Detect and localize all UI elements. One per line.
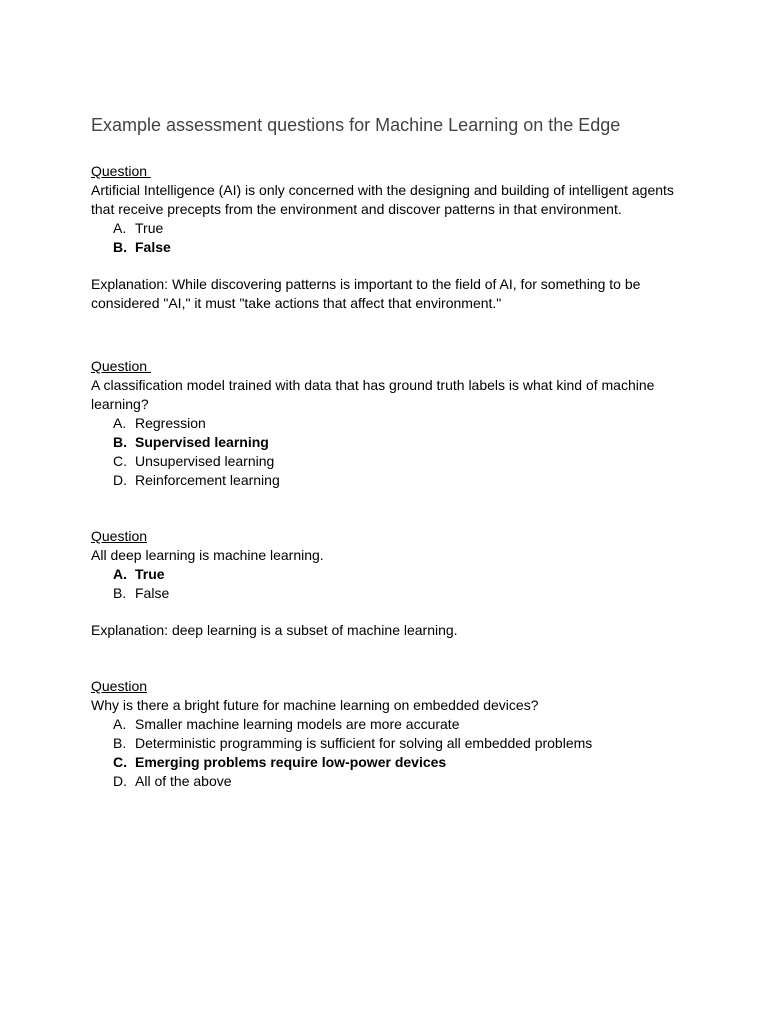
- document-title: Example assessment questions for Machine Learning on the Edge: [91, 115, 621, 135]
- question-explanation: Explanation: While discovering patterns is important to the field of AI, for something to be considered "AI," it must "take actions that affect that environment.": [91, 276, 641, 311]
- option-text: True: [135, 220, 164, 236]
- question-block: [91, 527, 691, 640]
- option-letter: B.: [113, 434, 127, 450]
- option-text: Supervised learning: [135, 434, 269, 450]
- question-heading: Question: [91, 528, 148, 544]
- answer-option: [113, 452, 691, 471]
- answer-option: [113, 734, 691, 753]
- question-text: Why is there a bright future for machine learning on embedded devices?: [91, 697, 539, 713]
- question-block: [91, 162, 691, 313]
- option-text: Reinforcement learning: [135, 472, 280, 488]
- option-letter: C.: [113, 453, 127, 469]
- option-text: All of the above: [135, 773, 232, 789]
- document-page: [91, 113, 691, 791]
- option-text: Regression: [135, 415, 206, 431]
- answer-option-correct: [113, 753, 691, 772]
- option-text: False: [135, 585, 170, 601]
- question-text: Artificial Intelligence (AI) is only concerned with the designing and building of intelligent agents that receive precepts from the environment and discover patterns in that environment.: [91, 182, 674, 217]
- question-block: [91, 677, 691, 791]
- answer-option: [113, 471, 691, 490]
- question-block: [91, 357, 691, 490]
- option-text: Emerging problems require low-power devices: [135, 754, 447, 770]
- option-letter: A.: [113, 566, 127, 582]
- option-letter: B.: [113, 585, 127, 601]
- answer-options: [91, 715, 691, 791]
- answer-option: [113, 772, 691, 791]
- answer-option-correct: [113, 238, 691, 257]
- question-text: A classification model trained with data that has ground truth labels is what kind of machine learning?: [91, 377, 655, 412]
- option-letter: D.: [113, 472, 127, 488]
- option-text: False: [135, 239, 171, 255]
- answer-option-correct: [113, 565, 691, 584]
- answer-options: [91, 414, 691, 490]
- question-heading: Question: [91, 358, 151, 374]
- answer-option: [113, 414, 691, 433]
- option-letter: B.: [113, 239, 127, 255]
- option-letter: A.: [113, 220, 127, 236]
- option-text: Deterministic programming is sufficient for solving all embedded problems: [135, 735, 593, 751]
- option-letter: A.: [113, 415, 127, 431]
- question-heading: Question: [91, 163, 151, 179]
- option-text: Smaller machine learning models are more accurate: [135, 716, 460, 732]
- option-letter: D.: [113, 773, 127, 789]
- question-text: All deep learning is machine learning.: [91, 547, 324, 563]
- option-letter: B.: [113, 735, 127, 751]
- answer-options: [91, 565, 691, 603]
- answer-option: [113, 219, 691, 238]
- answer-option: [113, 584, 691, 603]
- answer-option-correct: [113, 433, 691, 452]
- answer-option: [113, 715, 691, 734]
- option-text: Unsupervised learning: [135, 453, 275, 469]
- option-letter: C.: [113, 754, 127, 770]
- question-explanation: Explanation: deep learning is a subset of machine learning.: [91, 622, 458, 638]
- option-text: True: [135, 566, 165, 582]
- option-letter: A.: [113, 716, 127, 732]
- answer-options: [91, 219, 691, 257]
- question-heading: Question: [91, 678, 148, 694]
